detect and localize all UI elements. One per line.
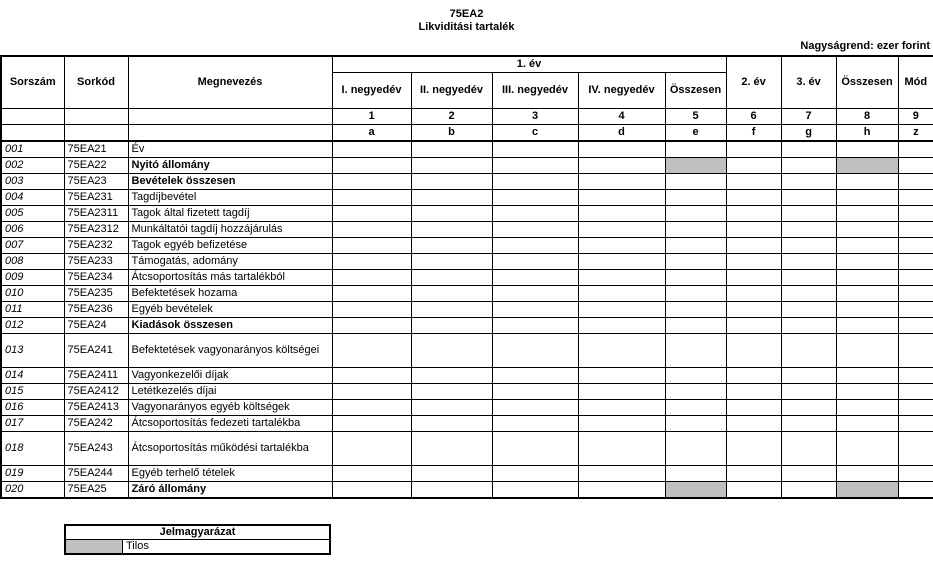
cell-z[interactable] [898,270,933,286]
row-code: 75EA234 [64,270,128,286]
row-name: Vagyonkezelői díjak [128,368,332,384]
cell-c[interactable] [492,158,578,174]
cell-f[interactable] [726,368,781,384]
cell-d[interactable] [578,432,665,466]
row-number: 001 [1,141,64,158]
col-header-osszesen2: Összesen [836,56,898,109]
row-number: 003 [1,174,64,190]
row-number: 002 [1,158,64,174]
row-code: 75EA233 [64,254,128,270]
cell-c[interactable] [492,141,578,158]
cell-d[interactable] [578,222,665,238]
cell-a[interactable] [332,222,411,238]
cell-z[interactable] [898,158,933,174]
cell-b[interactable] [411,432,492,466]
table-row [1,318,933,334]
cell-c[interactable] [492,400,578,416]
cell-h[interactable] [836,384,898,400]
cell-d[interactable] [578,254,665,270]
cell-a[interactable] [332,318,411,334]
cell-h[interactable] [836,368,898,384]
cell-d[interactable] [578,318,665,334]
col-letter-8: h [836,125,898,142]
row-number: 010 [1,286,64,302]
col-number-8: 8 [836,109,898,125]
cell-c[interactable] [492,368,578,384]
table-row [1,368,933,384]
cell-a[interactable] [332,368,411,384]
cell-f[interactable] [726,334,781,368]
col-header-q3: III. negyedév [492,73,578,109]
row-number: 015 [1,384,64,400]
cell-h[interactable] [836,286,898,302]
cell-b[interactable] [411,206,492,222]
cell-c[interactable] [492,302,578,318]
cell-e[interactable] [665,400,726,416]
cell-f[interactable] [726,270,781,286]
row-number: 006 [1,222,64,238]
row-number: 004 [1,190,64,206]
cell-c[interactable] [492,334,578,368]
cell-g[interactable] [781,334,836,368]
table-row [1,238,933,254]
cell-g[interactable] [781,206,836,222]
col-header-megnevezes: Megnevezés [128,56,332,109]
cell-d[interactable] [578,416,665,432]
cell-a[interactable] [332,174,411,190]
cell-z[interactable] [898,368,933,384]
cell-c[interactable] [492,416,578,432]
cell-g[interactable] [781,254,836,270]
cell-c[interactable] [492,384,578,400]
cell-f[interactable] [726,222,781,238]
cell-a[interactable] [332,384,411,400]
cell-b[interactable] [411,141,492,158]
cell-g[interactable] [781,400,836,416]
cell-h[interactable] [836,466,898,482]
cell-e[interactable] [665,141,726,158]
cell-f[interactable] [726,482,781,499]
row-number: 017 [1,416,64,432]
row-name: Záró állomány [128,482,332,499]
row-name: Befektetések vagyonarányos költségei [128,334,332,368]
cell-b[interactable] [411,466,492,482]
cell-d[interactable] [578,334,665,368]
row-name: Tagok egyéb befizetése [128,238,332,254]
col-header-year3: 3. év [781,56,836,109]
cell-a[interactable] [332,416,411,432]
row-code: 75EA231 [64,190,128,206]
table-row [1,466,933,482]
cell-g[interactable] [781,368,836,384]
row-number: 019 [1,466,64,482]
cell-g[interactable] [781,238,836,254]
cell-g[interactable] [781,174,836,190]
row-code: 75EA235 [64,286,128,302]
col-number-5: 5 [665,109,726,125]
cell-d[interactable] [578,158,665,174]
row-number: 013 [1,334,64,368]
cell-g[interactable] [781,286,836,302]
cell-d[interactable] [578,384,665,400]
col-header-sorszam: Sorszám [1,56,64,109]
cell-e[interactable] [665,318,726,334]
row-code: 75EA2312 [64,222,128,238]
legend-title: Jelmagyarázat [65,525,330,540]
cell-d[interactable] [578,302,665,318]
col-header-q1: I. negyedév [332,73,411,109]
row-number: 011 [1,302,64,318]
cell-b[interactable] [411,482,492,499]
legend-item-tilos: Tilos [123,540,331,555]
cell-h[interactable] [836,190,898,206]
cell-z[interactable] [898,384,933,400]
cell-f[interactable] [726,206,781,222]
row-code: 75EA241 [64,334,128,368]
cell-z[interactable] [898,174,933,190]
cell-z[interactable] [898,190,933,206]
cell-g[interactable] [781,416,836,432]
cell-a[interactable] [332,190,411,206]
row-name: Nyitó állomány [128,158,332,174]
cell-e[interactable] [665,270,726,286]
cell-h[interactable] [836,174,898,190]
cell-a[interactable] [332,270,411,286]
cell-e [665,482,726,499]
cell-d[interactable] [578,286,665,302]
cell-b[interactable] [411,254,492,270]
cell-b[interactable] [411,318,492,334]
cell-b[interactable] [411,238,492,254]
cell-e[interactable] [665,302,726,318]
cell-c[interactable] [492,286,578,302]
col-number-4: 4 [578,109,665,125]
cell-b[interactable] [411,400,492,416]
row-name: Egyéb terhelő tételek [128,466,332,482]
row-name: Tagok által fizetett tagdíj [128,206,332,222]
cell-a[interactable] [332,400,411,416]
row-number: 007 [1,238,64,254]
cell-h[interactable] [836,400,898,416]
form-title: Likviditási tartalék [418,21,515,33]
row-name: Befektetések hozama [128,286,332,302]
cell-g[interactable] [781,222,836,238]
cell-g[interactable] [781,466,836,482]
cell-g[interactable] [781,302,836,318]
table-row [1,254,933,270]
cell-z[interactable] [898,466,933,482]
table-row [1,158,933,174]
cell-b[interactable] [411,302,492,318]
row-code: 75EA24 [64,318,128,334]
table-row [1,416,933,432]
cell-d[interactable] [578,238,665,254]
table-row [1,432,933,466]
table-row [1,206,933,222]
cell-e[interactable] [665,432,726,466]
cell-z[interactable] [898,400,933,416]
cell-a[interactable] [332,466,411,482]
row-number: 008 [1,254,64,270]
cell-c[interactable] [492,222,578,238]
row-name: Átcsoportosítás fedezeti tartalékba [128,416,332,432]
row-code: 75EA232 [64,238,128,254]
cell-e[interactable] [665,334,726,368]
cell-a[interactable] [332,302,411,318]
cell-h [836,158,898,174]
cell-z[interactable] [898,482,933,499]
row-code: 75EA243 [64,432,128,466]
col-number-2: 2 [411,109,492,125]
cell-c[interactable] [492,482,578,499]
cell-e[interactable] [665,466,726,482]
cell-f[interactable] [726,238,781,254]
cell-g[interactable] [781,482,836,499]
cell-d[interactable] [578,270,665,286]
cell-a[interactable] [332,238,411,254]
col-header-year2: 2. év [726,56,781,109]
cell-z[interactable] [898,286,933,302]
cell-a[interactable] [332,482,411,499]
row-number: 009 [1,270,64,286]
row-name: Átcsoportosítás más tartalékból [128,270,332,286]
cell-c[interactable] [492,466,578,482]
cell-z[interactable] [898,334,933,368]
table-row [1,482,933,499]
cell-d[interactable] [578,206,665,222]
table-row [1,174,933,190]
row-name: Év [128,141,332,158]
cell-a[interactable] [332,141,411,158]
cell-b[interactable] [411,158,492,174]
row-number: 014 [1,368,64,384]
cell-c[interactable] [492,206,578,222]
cell-f[interactable] [726,400,781,416]
cell-a[interactable] [332,334,411,368]
cell-e[interactable] [665,254,726,270]
row-code: 75EA242 [64,416,128,432]
table-row [1,190,933,206]
table-row [1,334,933,368]
cell-b[interactable] [411,384,492,400]
cell-e [665,158,726,174]
cell-d[interactable] [578,368,665,384]
cell-c[interactable] [492,254,578,270]
cell-z[interactable] [898,254,933,270]
cell-c[interactable] [492,238,578,254]
legend-swatch [65,540,123,555]
row-name: Egyéb bevételek [128,302,332,318]
cell-c[interactable] [492,318,578,334]
col-header-mod: Mód [898,56,933,109]
cell-z[interactable] [898,318,933,334]
cell-d[interactable] [578,174,665,190]
row-number: 005 [1,206,64,222]
cell-z[interactable] [898,222,933,238]
table-row [1,141,933,158]
cell-d[interactable] [578,466,665,482]
col-header-sorkod: Sorkód [64,56,128,109]
cell-b[interactable] [411,286,492,302]
unit-label: Nagyságrend: ezer forint [800,40,930,52]
cell-c[interactable] [492,270,578,286]
cell-h[interactable] [836,318,898,334]
table-row [1,400,933,416]
row-code: 75EA2411 [64,368,128,384]
cell-e[interactable] [665,174,726,190]
cell-d[interactable] [578,141,665,158]
col-letter-2: b [411,125,492,142]
col-letter-7: g [781,125,836,142]
col-header-osszesen: Összesen [665,73,726,109]
cell-g[interactable] [781,190,836,206]
cell-g[interactable] [781,158,836,174]
col-number-1: 1 [332,109,411,125]
col-letter-6: f [726,125,781,142]
col-letter-5: e [665,125,726,142]
cell-a[interactable] [332,254,411,270]
cell-e[interactable] [665,286,726,302]
cell-g[interactable] [781,384,836,400]
cell-g[interactable] [781,141,836,158]
table-row [1,302,933,318]
cell-f[interactable] [726,158,781,174]
col-header-q2: II. negyedév [411,73,492,109]
cell-a[interactable] [332,432,411,466]
cell-z[interactable] [898,302,933,318]
cell-h[interactable] [836,416,898,432]
table-row [1,222,933,238]
cell-b[interactable] [411,222,492,238]
cell-d[interactable] [578,400,665,416]
cell-z[interactable] [898,432,933,466]
form-code: 75EA2 [449,8,484,20]
row-code: 75EA236 [64,302,128,318]
col-letter-9: z [898,125,933,142]
cell-c[interactable] [492,190,578,206]
cell-z[interactable] [898,238,933,254]
cell-b[interactable] [411,334,492,368]
row-name: Munkáltatói tagdíj hozzájárulás [128,222,332,238]
col-letter-4: d [578,125,665,142]
col-header-year1: 1. év [332,56,726,73]
table-row [1,286,933,302]
cell-e[interactable] [665,190,726,206]
row-code: 75EA22 [64,158,128,174]
cell-b[interactable] [411,190,492,206]
cell-e[interactable] [665,384,726,400]
cell-z[interactable] [898,141,933,158]
row-number: 018 [1,432,64,466]
cell-a[interactable] [332,286,411,302]
row-code: 75EA2311 [64,206,128,222]
table-row [1,270,933,286]
cell-e[interactable] [665,238,726,254]
row-number: 016 [1,400,64,416]
row-name: Átcsoportosítás működési tartalékba [128,432,332,466]
cell-c[interactable] [492,432,578,466]
cell-h[interactable] [836,206,898,222]
cell-d[interactable] [578,190,665,206]
col-letter-3: c [492,125,578,142]
cell-f[interactable] [726,302,781,318]
cell-f[interactable] [726,384,781,400]
cell-h[interactable] [836,222,898,238]
cell-h[interactable] [836,334,898,368]
row-code: 75EA23 [64,174,128,190]
row-name: Támogatás, adomány [128,254,332,270]
col-letter-1: a [332,125,411,142]
cell-f[interactable] [726,466,781,482]
cell-e[interactable] [665,222,726,238]
cell-h[interactable] [836,141,898,158]
legend-table [64,524,331,555]
row-number: 012 [1,318,64,334]
row-name: Vagyonarányos egyéb költségek [128,400,332,416]
cell-f[interactable] [726,141,781,158]
cell-f[interactable] [726,254,781,270]
row-code: 75EA2413 [64,400,128,416]
cell-g[interactable] [781,270,836,286]
cell-h[interactable] [836,238,898,254]
row-name: Tagdíjbevétel [128,190,332,206]
row-code: 75EA25 [64,482,128,499]
cell-e[interactable] [665,416,726,432]
col-header-q4: IV. negyedév [578,73,665,109]
cell-f[interactable] [726,190,781,206]
table-row [1,384,933,400]
row-name: Bevételek összesen [128,174,332,190]
cell-e[interactable] [665,368,726,384]
cell-h [836,482,898,499]
liquidity-reserve-table [0,55,933,499]
cell-b[interactable] [411,174,492,190]
cell-b[interactable] [411,368,492,384]
row-code: 75EA244 [64,466,128,482]
row-code: 75EA2412 [64,384,128,400]
col-number-3: 3 [492,109,578,125]
cell-h[interactable] [836,302,898,318]
col-number-6: 6 [726,109,781,125]
cell-d[interactable] [578,482,665,499]
cell-h[interactable] [836,432,898,466]
row-number: 020 [1,482,64,499]
cell-z[interactable] [898,206,933,222]
cell-h[interactable] [836,270,898,286]
cell-f[interactable] [726,286,781,302]
cell-e[interactable] [665,206,726,222]
row-name: Kiadások összesen [128,318,332,334]
cell-b[interactable] [411,416,492,432]
cell-g[interactable] [781,432,836,466]
cell-f[interactable] [726,174,781,190]
row-name: Letétkezelés díjai [128,384,332,400]
row-code: 75EA21 [64,141,128,158]
cell-b[interactable] [411,270,492,286]
col-number-7: 7 [781,109,836,125]
cell-g[interactable] [781,318,836,334]
cell-c[interactable] [492,174,578,190]
cell-f[interactable] [726,432,781,466]
cell-z[interactable] [898,416,933,432]
cell-h[interactable] [836,254,898,270]
cell-f[interactable] [726,318,781,334]
cell-a[interactable] [332,158,411,174]
cell-f[interactable] [726,416,781,432]
cell-a[interactable] [332,206,411,222]
col-number-9: 9 [898,109,933,125]
